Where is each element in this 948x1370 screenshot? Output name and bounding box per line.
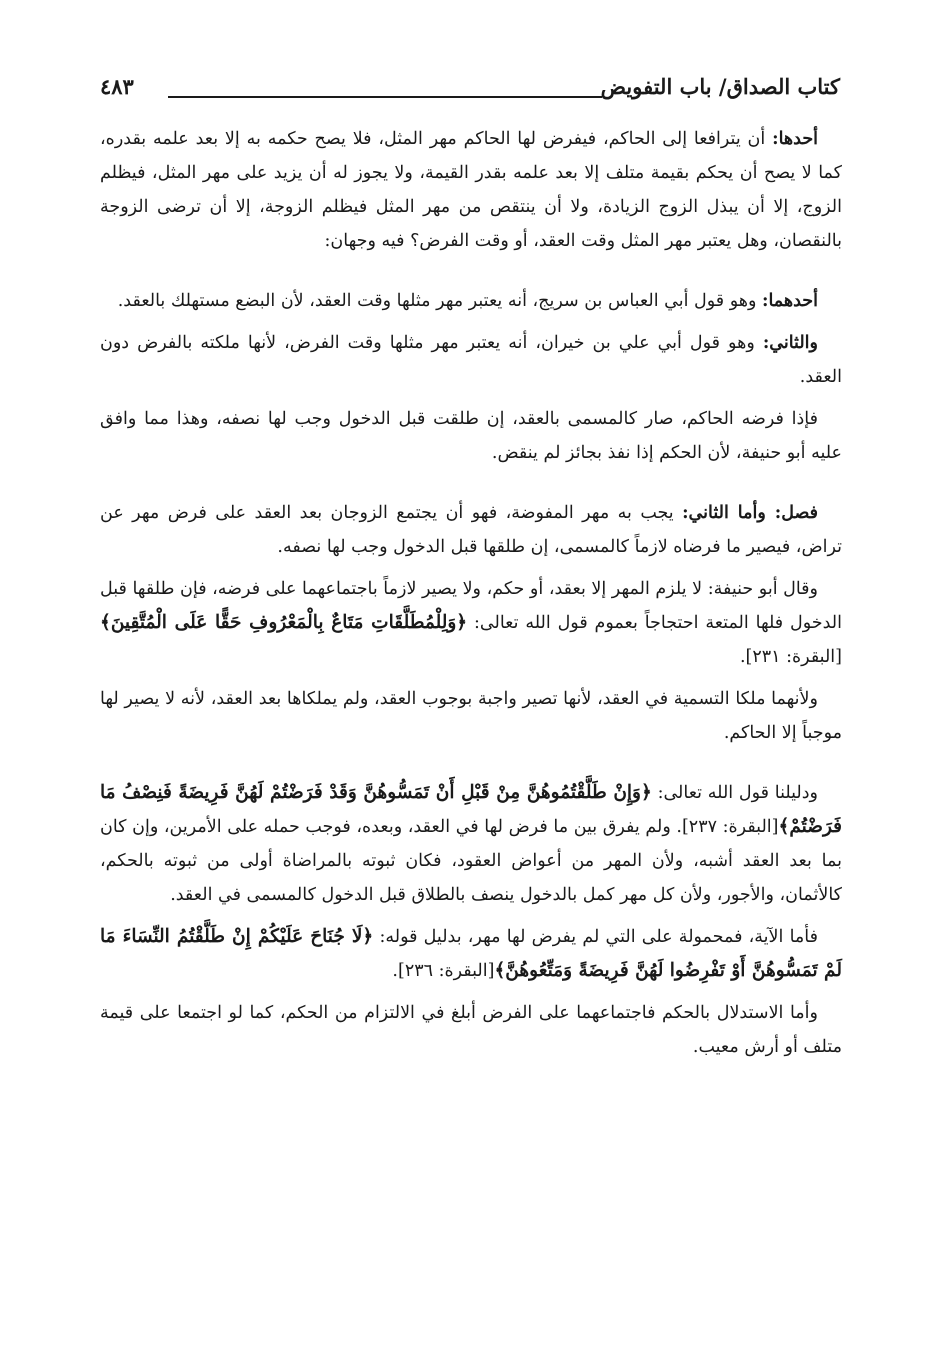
verse-reference: [البقرة: ٢٣٧]. bbox=[676, 817, 779, 837]
paragraph-naming-ownership bbox=[100, 682, 842, 750]
paragraph-judge-ruling bbox=[100, 402, 842, 470]
quran-verse: ﴿وَلِلْمُطَلَّقَاتِ مَتَاعٌ بِالْمَعْرُوفِ حَقًّا عَلَى الْمُتَّقِينَ﴾ bbox=[100, 612, 468, 633]
paragraph-text: وقال أبو حنيفة: لا يلزم المهر إلا بعقد، أو حكم، ولا يصير لازماً باجتماعهما على فرضه، فإن طلقها قبل الدخول فلها المتعة احتجاجاً بعموم قول الله تعالى: bbox=[100, 579, 842, 633]
quran-verse: ﴿لَا جُنَاحَ عَلَيْكُمْ إِنْ طَلَّقْتُمُ النِّسَاءَ مَا لَمْ تَمَسُّوهُنَّ أَوْ تَفْرِضُوا لَهُنَّ فَرِيضَةً وَمَتِّعُوهُنَّ﴾ bbox=[100, 926, 842, 981]
paragraph-text: فأما الآية، فمحمولة على التي لم يفرض لها مهر، بدليل قوله: bbox=[373, 927, 818, 947]
running-header bbox=[100, 74, 840, 114]
paragraph-text: أن يترافعا إلى الحاكم، فيفرض لها الحاكم مهر المثل، فلا يصح حكمه به إلا بعد علمه بقدره، كما لا يصح أن يحكم بقيمة متلف إلا بعد علمه بقدر القيمة، ولا يجوز له أن يزيد على مهر المثل، فيظلم الزوج، إلا أن يبذل الزوج الزيادة، ولا أن ينتقص من مهر المثل فيظلم الزوجة، إلا أن ترضى الزوجة بالنقصان، وهل يعتبر مهر المثل وقت العقد، أو وقت الفرض؟ فيه وجهان: bbox=[100, 129, 842, 251]
paragraph-our-evidence bbox=[100, 776, 842, 912]
page-number: ٤٨٣ bbox=[100, 74, 134, 99]
paragraph-text: وأما الاستدلال بالحكم فاجتماعهما على الفرض أبلغ في الالتزام من الحكم، كما لو اجتمعا على قيمة متلف أو أرش معيب. bbox=[100, 1003, 842, 1057]
verse-reference: [البقرة: ٢٣٦]. bbox=[392, 961, 495, 981]
paragraph-abu-hanifa bbox=[100, 572, 842, 674]
quran-verse: ﴿وَإِنْ طَلَّقْتُمُوهُنَّ مِنْ قَبْلِ أَنْ تَمَسُّوهُنَّ وَقَدْ فَرَضْتُمْ لَهُنَّ فَرِيضَةً فَنِصْفُ مَا فَرَضْتُمْ﴾ bbox=[100, 782, 842, 837]
paragraph-text: وهو قول أبي علي بن خيران، أنه يعتبر مهر مثلها وقت الفرض، لأنها ملكته بالفرض دون العقد. bbox=[100, 333, 842, 387]
paragraph-text: ولأنهما ملكا التسمية في العقد، لأنها تصير واجبة بوجوب العقد، ولم يملكاها بعد العقد، لأنه لا يصير لها موجباً إلا الحاكم. bbox=[100, 689, 842, 743]
paragraph-text: ولم يفرق بين ما فرض لها في العقد، وبعده، فوجب حمله على الأمرين، وإن كان بما بعد العقد أشبه، ولأن المهر من أعواض العقود، فكان ثبوته بالمراضاة أولى من ثبوته بالحكم، كالأثمان، والأجور، ولأن كل مهر كمل بالدخول ينصف بالطلاق قبل الدخول كالمسمى في العقد. bbox=[100, 817, 842, 905]
paragraph-section-second bbox=[100, 496, 842, 564]
body-text bbox=[100, 122, 842, 1064]
paragraph-text: يجب به مهر المفوضة، فهو أن يجتمع الزوجان بعد العقد على فرض مهر عن تراض، فيصير ما فرضاه لازماً كالمسمى، إن طلقها قبل الدخول وجب لها نصفه. bbox=[100, 503, 842, 557]
paragraph-ruling-inference bbox=[100, 996, 842, 1064]
section-heading: فصل: وأما الثاني: bbox=[682, 503, 818, 523]
header-title: كتاب الصداق/ باب التفويض bbox=[600, 74, 840, 99]
paragraph-first-view bbox=[100, 284, 842, 318]
paragraph-second-view bbox=[100, 326, 842, 394]
paragraph-text: فإذا فرضه الحاكم، صار كالمسمى بالعقد، إن طلقت قبل الدخول وجب لها نصفه، وهذا مما وافق عليه أبو حنيفة، لأن الحكم إذا نفذ بجائز لم ينقض. bbox=[100, 409, 842, 463]
paragraph-verse-interpretation bbox=[100, 920, 842, 988]
paragraph-text: وهو قول أبي العباس بن سريج، أنه يعتبر مهر مثلها وقت العقد، لأن البضع مستهلك بالعقد. bbox=[117, 291, 762, 311]
header-rule bbox=[168, 96, 602, 98]
paragraph-text: ودليلنا قول الله تعالى: bbox=[651, 783, 819, 803]
verse-reference: [البقرة: ٢٣١]. bbox=[739, 647, 842, 667]
paragraph-lead: والثاني: bbox=[762, 333, 818, 353]
paragraph-lead: أحدها: bbox=[772, 129, 818, 149]
paragraph-first-method bbox=[100, 122, 842, 258]
paragraph-lead: أحدهما: bbox=[761, 291, 818, 311]
